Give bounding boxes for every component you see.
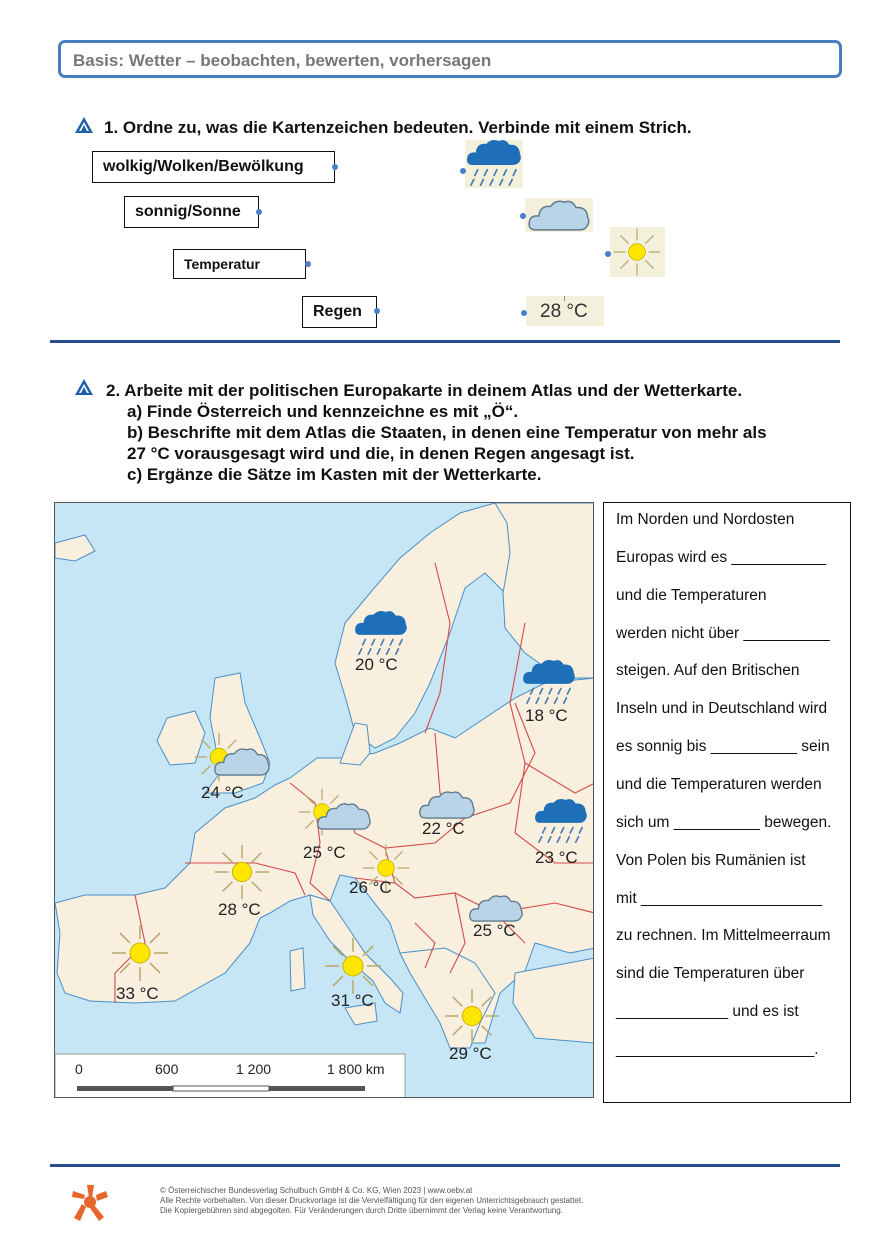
task2-line-a: a) Finde Österreich und kennzeichne es mit „Ö“. bbox=[127, 402, 519, 421]
rain-cloud-icon bbox=[533, 799, 589, 845]
footer-divider bbox=[50, 1164, 840, 1167]
cloud-icon bbox=[418, 789, 476, 820]
cloze-line: zu rechnen. Im Mittelmeerraum bbox=[616, 927, 831, 944]
sun-icon bbox=[213, 843, 271, 901]
map-temperature: 29 °C bbox=[449, 1044, 492, 1063]
connect-dot-clouds[interactable] bbox=[332, 164, 338, 170]
rain-cloud-icon bbox=[521, 660, 577, 706]
symbol-cloud-tile bbox=[525, 198, 593, 232]
cloze-line[interactable]: es sonnig bis __________ sein bbox=[616, 738, 830, 755]
symbol-rain-tile bbox=[465, 140, 523, 188]
symbol-sun-tile bbox=[610, 227, 665, 277]
symbol-temperature-tile bbox=[526, 296, 604, 326]
cloud-icon bbox=[316, 801, 372, 831]
map-temperature: 24 °C bbox=[201, 783, 244, 802]
cloze-line: und die Temperaturen werden bbox=[616, 776, 822, 793]
connect-dot-rain[interactable] bbox=[374, 308, 380, 314]
label-clouds: wolkig/Wolken/Bewölkung bbox=[92, 151, 335, 183]
cloze-line[interactable]: _______________________. bbox=[616, 1041, 819, 1058]
worksheet-header bbox=[58, 40, 842, 78]
map-temperature: 22 °C bbox=[422, 819, 465, 838]
task1-title: . Ordne zu, was die Kartenzeichen bedeuten. Verbinde mit einem Strich. bbox=[113, 118, 692, 137]
task-level-icon bbox=[74, 116, 94, 134]
scale-label: 600 bbox=[155, 1061, 179, 1077]
connect-dot-sun-symbol[interactable] bbox=[605, 251, 611, 257]
cloze-text-box bbox=[603, 502, 851, 1103]
scale-label: 1 200 bbox=[236, 1061, 272, 1077]
cloze-line: Im Norden und Nordosten bbox=[616, 511, 795, 528]
rain-cloud-icon bbox=[465, 140, 523, 188]
task1-heading bbox=[104, 118, 692, 138]
cloze-line: und die Temperaturen bbox=[616, 587, 767, 604]
cloud-icon bbox=[527, 198, 591, 232]
map-temperature: 23 °C bbox=[535, 848, 578, 867]
cloze-line: steigen. Auf den Britischen bbox=[616, 662, 800, 679]
label-sun: sonnig/Sonne bbox=[124, 196, 259, 228]
sun-icon bbox=[443, 987, 501, 1045]
label-rain: Regen bbox=[302, 296, 377, 328]
footer-disclaimer: Die Kopiergebühren sind abgegolten. Für Veränderungen durch Dritte übernimmt der Verlag keine Verantwortung. bbox=[160, 1206, 563, 1215]
task2-title: 2. Arbeite mit der politischen Europakarte in deinem Atlas und der Wetterkarte. bbox=[106, 381, 743, 400]
section-divider bbox=[50, 340, 840, 343]
cloud-icon bbox=[468, 893, 524, 923]
worksheet-title: Basis: Wetter – beobachten, bewerten, vorhersagen bbox=[73, 51, 492, 70]
cloud-icon bbox=[213, 746, 271, 777]
sun-icon bbox=[323, 936, 383, 996]
connect-dot-temperature-symbol[interactable] bbox=[521, 310, 527, 316]
connect-dot-sun[interactable] bbox=[256, 209, 262, 215]
scale-label: 1 800 km bbox=[327, 1061, 385, 1077]
map-temperature: 18 °C bbox=[525, 706, 568, 725]
task-level-icon bbox=[74, 378, 94, 396]
map-temperature: 20 °C bbox=[355, 655, 398, 674]
map-temperature: 26 °C bbox=[349, 878, 392, 897]
connect-dot-rain-symbol[interactable] bbox=[460, 168, 466, 174]
sun-icon bbox=[110, 923, 170, 983]
footer-copyright: © Österreichischer Bundesverlag Schulbuch GmbH & Co. KG, Wien 2023 | www.oebv.at bbox=[160, 1186, 473, 1195]
map-temperature: 25 °C bbox=[303, 843, 346, 862]
map-temperature: 28 °C bbox=[218, 900, 261, 919]
map-temperature: 33 °C bbox=[116, 984, 159, 1003]
footer-rights: Alle Rechte vorbehalten. Von dieser Druckvorlage ist die Vervielfältigung für den eigenen Unterrichtsgebrauch gestattet. bbox=[160, 1196, 584, 1205]
connect-dot-temperature[interactable] bbox=[305, 261, 311, 267]
scale-label: 0 bbox=[75, 1061, 83, 1077]
cloze-line[interactable]: sich um __________ bewegen. bbox=[616, 814, 832, 831]
scale-segment bbox=[269, 1086, 365, 1091]
cloze-line[interactable]: mit _____________________ bbox=[616, 890, 822, 907]
task2-line-b2: 27 °C vorausgesagt wird und die, in denen Regen angesagt ist. bbox=[127, 444, 635, 463]
cloze-line: Von Polen bis Rumänien ist bbox=[616, 852, 806, 869]
cloze-line: Inseln und in Deutschland wird bbox=[616, 700, 828, 717]
map-temperature: 31 °C bbox=[331, 991, 374, 1010]
weather-map bbox=[54, 502, 594, 1098]
scale-segment bbox=[173, 1086, 269, 1091]
cloze-line[interactable]: _____________ und es ist bbox=[616, 1003, 799, 1020]
label-temperature: Temperatur bbox=[173, 249, 306, 279]
rain-cloud-icon bbox=[353, 611, 409, 657]
sun-icon bbox=[612, 227, 662, 277]
task2-line-b: b) Beschrifte mit dem Atlas die Staaten, in denen eine Temperatur von mehr als bbox=[127, 423, 767, 442]
connect-dot-cloud-symbol[interactable] bbox=[520, 213, 526, 219]
task1-number: 1 bbox=[104, 118, 114, 137]
cloze-line: sind die Temperaturen über bbox=[616, 965, 805, 982]
map-temperature: 25 °C bbox=[473, 921, 516, 940]
cloze-line[interactable]: werden nicht über __________ bbox=[616, 625, 830, 642]
temperature-symbol-label: 28 °C bbox=[540, 301, 588, 322]
cloze-line[interactable]: Europas wird es ___________ bbox=[616, 549, 827, 566]
task2-line-c: c) Ergänze die Sätze im Kasten mit der Wetterkarte. bbox=[127, 465, 542, 484]
publisher-logo bbox=[70, 1183, 110, 1223]
scale-segment bbox=[77, 1086, 173, 1091]
